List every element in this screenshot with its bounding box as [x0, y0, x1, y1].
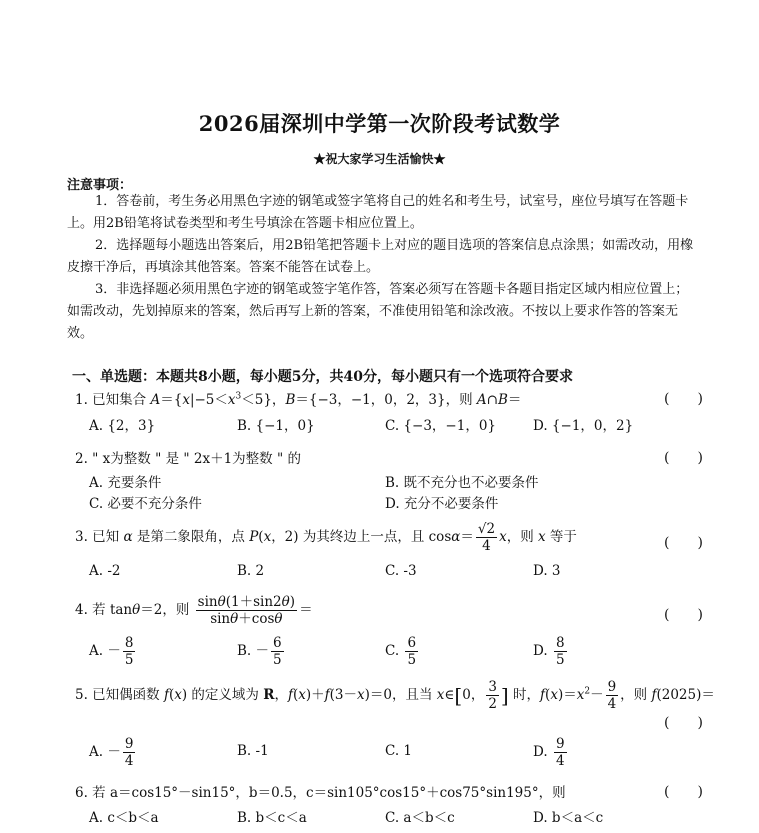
q4-option-d: D. $\frac{8}{5}$	[533, 635, 565, 669]
question-1-stem: 1. 已知集合 $A=\{x|-5<x^3<5\}$，B＝{−3，−1，0，2，3}，则 A∩B＝	[75, 391, 522, 408]
q5-option-d: D. $\frac{9}{4}$	[533, 736, 565, 770]
subtitle: ★祝大家学习生活愉快★	[313, 152, 446, 166]
notice-item-3: 3．非选择题必须用黑色字迹的钢笔或签字笔作答，答案必须写在答题卡各题目指定区域内相应位置上；如需改动，先划掉原来的答案，然后再写上新的答案，不准使用铅笔和涂改液。不按以上要求作答的答案无效。	[67, 282, 689, 341]
q1-option-c: C. {−3，−1，0}	[385, 418, 496, 434]
q3-option-d: D. 3	[533, 563, 561, 579]
answer-paren: ( )	[664, 607, 703, 623]
question-6-stem: 6. 若 a＝cos15°－sin15°，b＝0.5，c＝sin105°cos15°＋cos75°sin195°，则	[75, 785, 566, 801]
q5-option-a: A. － $\frac{9}{4}$	[89, 736, 134, 770]
q6-option-b: B. b＜c＜a	[237, 810, 307, 826]
notice-item-2: 2．选择题每小题选出答案后，用2B铅笔把答题卡上对应的题目选项的答案信息点涂黑；如需改动，用橡皮擦干净后，再填涂其他答案。答案不能答在试卷上。	[67, 238, 694, 275]
q2-option-c: C. 必要不充分条件	[89, 496, 202, 512]
q6-option-c: C. a＜b＜c	[385, 810, 455, 826]
answer-paren: ( )	[664, 535, 703, 551]
answer-paren: ( )	[664, 784, 703, 800]
question-3-stem: 3. 已知 α 是第二象限角，点 P(x，2) 为其终边上一点，且 cosα＝ $\frac{√2}{4}$ x，则 x 等于	[75, 521, 577, 555]
answer-paren: ( )	[664, 391, 703, 407]
q4-option-c: C. $\frac{6}{5}$	[385, 635, 417, 669]
q4-option-b: B. － $\frac{6}{5}$	[237, 635, 282, 669]
q1-option-b: B. {−1，0}	[237, 418, 315, 434]
q2-option-b: B. 既不充分也不必要条件	[385, 475, 539, 491]
notice-heading: 注意事项：	[67, 178, 133, 193]
question-4-stem: 4. 若 tanθ＝2，则 $\frac{\sin\theta(1+\sin 2\theta)}{\sin\theta+\cos\theta}$ ＝	[75, 594, 313, 628]
q2-option-d: D. 充分不必要条件	[385, 496, 499, 512]
q4-option-a: A. － $\frac{8}{5}$	[89, 635, 134, 669]
answer-paren: ( )	[664, 715, 703, 731]
answer-paren: ( )	[664, 450, 703, 466]
page-title: 2026届深圳中学第一次阶段考试数学	[198, 111, 561, 136]
q6-option-d: D. b＜a＜c	[533, 810, 604, 826]
q6-option-a: A. c＜b＜a	[89, 810, 159, 826]
q5-option-c: C. 1	[385, 743, 413, 759]
q1-option-d: D. {−1，0，2}	[533, 418, 634, 434]
q2-option-a: A. 充要条件	[89, 475, 162, 491]
q3-option-b: B. 2	[237, 563, 265, 579]
question-2-stem: 2. " x为整数 " 是 " 2x＋1为整数 " 的	[75, 451, 301, 467]
q3-option-c: C. -3	[385, 563, 417, 579]
notice-item-1: 1．答卷前，考生务必用黑色字迹的钢笔或签字笔将自己的姓名和考生号，试室号，座位号填写在答题卡上。用2B铅笔将试卷类型和考生号填涂在答题卡相应位置上。	[67, 194, 689, 231]
q5-option-b: B. -1	[237, 743, 269, 759]
q1-option-a: A. {2，3}	[89, 418, 156, 434]
q3-option-a: A. -2	[89, 563, 121, 579]
question-5-stem: 5. 已知偶函数 f(x) 的定义域为 R，f(x)＋f(3－x)＝0，且当 x∈[0， $\frac{3}{2}$ ] 时，$f(x)=x^2-$ $\frac{9}{4}$ ，则 f(2025)＝	[75, 679, 715, 713]
section-heading: 一、单选题：本题共8小题，每小题5分，共40分，每小题只有一个选项符合要求	[72, 369, 573, 385]
